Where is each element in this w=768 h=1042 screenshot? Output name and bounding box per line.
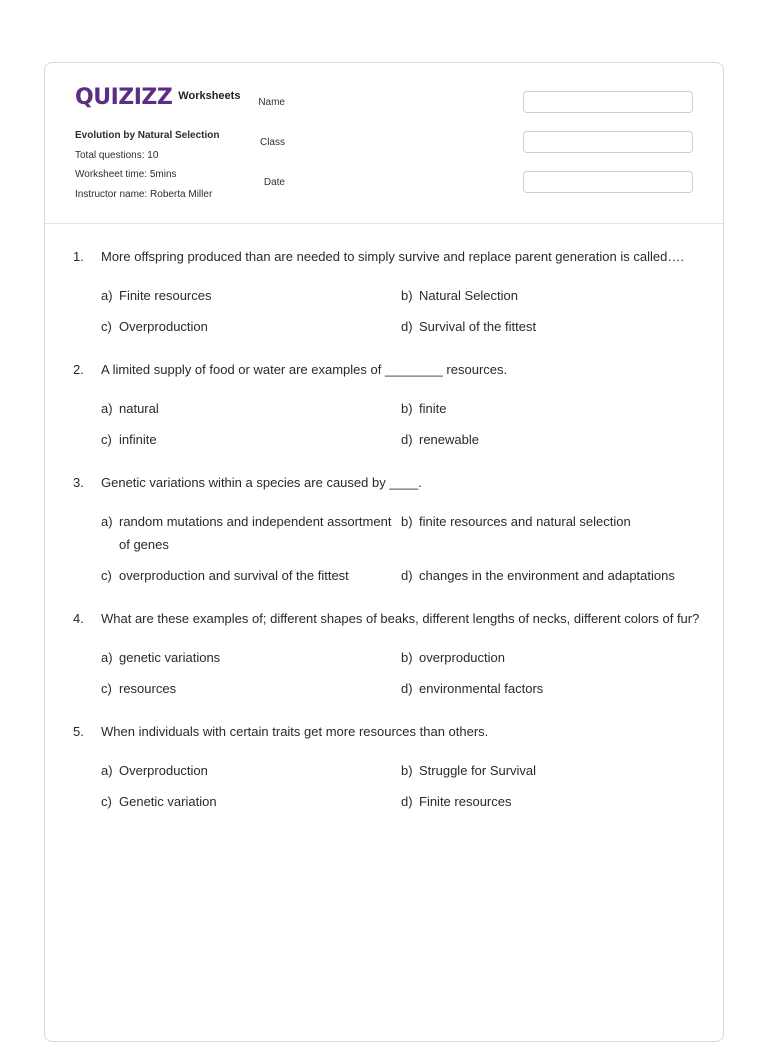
option-letter: c) — [101, 681, 112, 696]
class-label: Class — [259, 137, 285, 148]
option-text: Survival of the fittest — [419, 319, 537, 334]
option-letter: c) — [101, 794, 112, 809]
worksheet-title: Evolution by Natural Selection — [75, 130, 220, 141]
question-text: When individuals with certain traits get more resources than others. — [101, 724, 489, 739]
answer-option[interactable] — [101, 510, 401, 556]
option-text: Struggle for Survival — [419, 763, 537, 778]
answer-option[interactable] — [401, 428, 701, 451]
brand — [75, 85, 240, 110]
answer-option[interactable] — [401, 564, 701, 587]
option-letter: c) — [101, 432, 112, 447]
option-letter: a) — [101, 763, 113, 778]
answer-option[interactable] — [401, 759, 701, 782]
option-letter: b) — [401, 763, 413, 778]
option-text: random mutations and independent assortment of genes — [119, 514, 392, 552]
answer-option[interactable] — [101, 759, 401, 782]
instructor-name: Instructor name: Roberta Miller — [75, 188, 213, 200]
option-letter: d) — [401, 681, 413, 696]
question-number: 1. — [73, 249, 84, 264]
answer-option[interactable] — [401, 646, 701, 669]
worksheet-time: Worksheet time: 5mins — [75, 169, 177, 180]
option-letter: a) — [101, 288, 113, 303]
option-letter: b) — [401, 650, 413, 665]
option-text: natural — [119, 401, 159, 416]
question — [73, 607, 703, 700]
worksheet-page — [44, 62, 724, 1042]
answer-option[interactable] — [101, 284, 401, 307]
option-text: overproduction and survival of the fittest — [119, 568, 349, 583]
option-text: Natural Selection — [419, 288, 518, 303]
option-text: changes in the environment and adaptations — [419, 568, 675, 583]
option-text: overproduction — [419, 650, 505, 665]
option-text: Overproduction — [119, 319, 208, 334]
question-text: A limited supply of food or water are examples of ________ resources. — [101, 362, 508, 377]
question — [73, 720, 703, 813]
answer-option[interactable] — [401, 315, 701, 338]
option-letter: d) — [401, 794, 413, 809]
option-text: Finite resources — [419, 794, 512, 809]
option-letter: c) — [101, 568, 112, 583]
option-text: environmental factors — [419, 681, 544, 696]
answer-option[interactable] — [101, 790, 401, 813]
answer-options — [101, 397, 703, 451]
question-list — [73, 245, 703, 833]
option-letter: a) — [101, 514, 113, 529]
option-letter: b) — [401, 401, 413, 416]
date-field[interactable] — [523, 171, 693, 193]
question-number: 5. — [73, 724, 84, 739]
option-letter: d) — [401, 568, 413, 583]
option-letter: d) — [401, 432, 413, 447]
logo-subtitle: Worksheets — [178, 89, 241, 102]
option-text: Finite resources — [119, 288, 212, 303]
answer-options — [101, 646, 703, 700]
answer-option[interactable] — [401, 510, 701, 556]
question-text: More offspring produced than are needed to simply survive and replace parent generation is called…. — [101, 249, 684, 264]
option-text: resources — [119, 681, 177, 696]
total-questions: Total questions: 10 — [75, 149, 159, 161]
question — [73, 245, 703, 338]
answer-option[interactable] — [401, 790, 701, 813]
question-text: Genetic variations within a species are caused by ____. — [101, 475, 422, 490]
option-text: Genetic variation — [119, 794, 217, 809]
answer-option[interactable] — [401, 397, 701, 420]
worksheet-meta — [75, 126, 219, 204]
answer-options — [101, 510, 703, 587]
question — [73, 471, 703, 587]
answer-option[interactable] — [101, 564, 401, 587]
class-field[interactable] — [523, 131, 693, 153]
answer-option[interactable] — [401, 284, 701, 307]
option-text: genetic variations — [119, 650, 221, 665]
option-text: finite — [419, 401, 447, 416]
answer-option[interactable] — [101, 315, 401, 338]
option-letter: b) — [401, 514, 413, 529]
answer-options — [101, 284, 703, 338]
option-letter: a) — [101, 650, 113, 665]
option-text: infinite — [119, 432, 157, 447]
question-number: 4. — [73, 611, 84, 626]
name-field[interactable] — [523, 91, 693, 113]
answer-option[interactable] — [101, 428, 401, 451]
option-letter: c) — [101, 319, 112, 334]
question-number: 2. — [73, 362, 84, 377]
answer-option[interactable] — [101, 397, 401, 420]
question-number: 3. — [73, 475, 84, 490]
answer-option[interactable] — [101, 646, 401, 669]
date-label: Date — [263, 177, 285, 188]
question — [73, 358, 703, 451]
answer-options — [101, 759, 703, 813]
option-letter: d) — [401, 319, 413, 334]
question-text: What are these examples of; different shapes of beaks, different lengths of necks, different colors of fur? — [101, 611, 700, 626]
option-letter: b) — [401, 288, 413, 303]
quizizz-logo: QUIZIZZ — [75, 85, 173, 110]
option-text: finite resources and natural selection — [419, 514, 631, 529]
answer-option[interactable] — [101, 677, 401, 700]
name-label: Name — [258, 97, 285, 108]
worksheet-header — [45, 63, 723, 224]
answer-option[interactable] — [401, 677, 701, 700]
option-text: Overproduction — [119, 763, 208, 778]
option-text: renewable — [419, 432, 479, 447]
option-letter: a) — [101, 401, 113, 416]
